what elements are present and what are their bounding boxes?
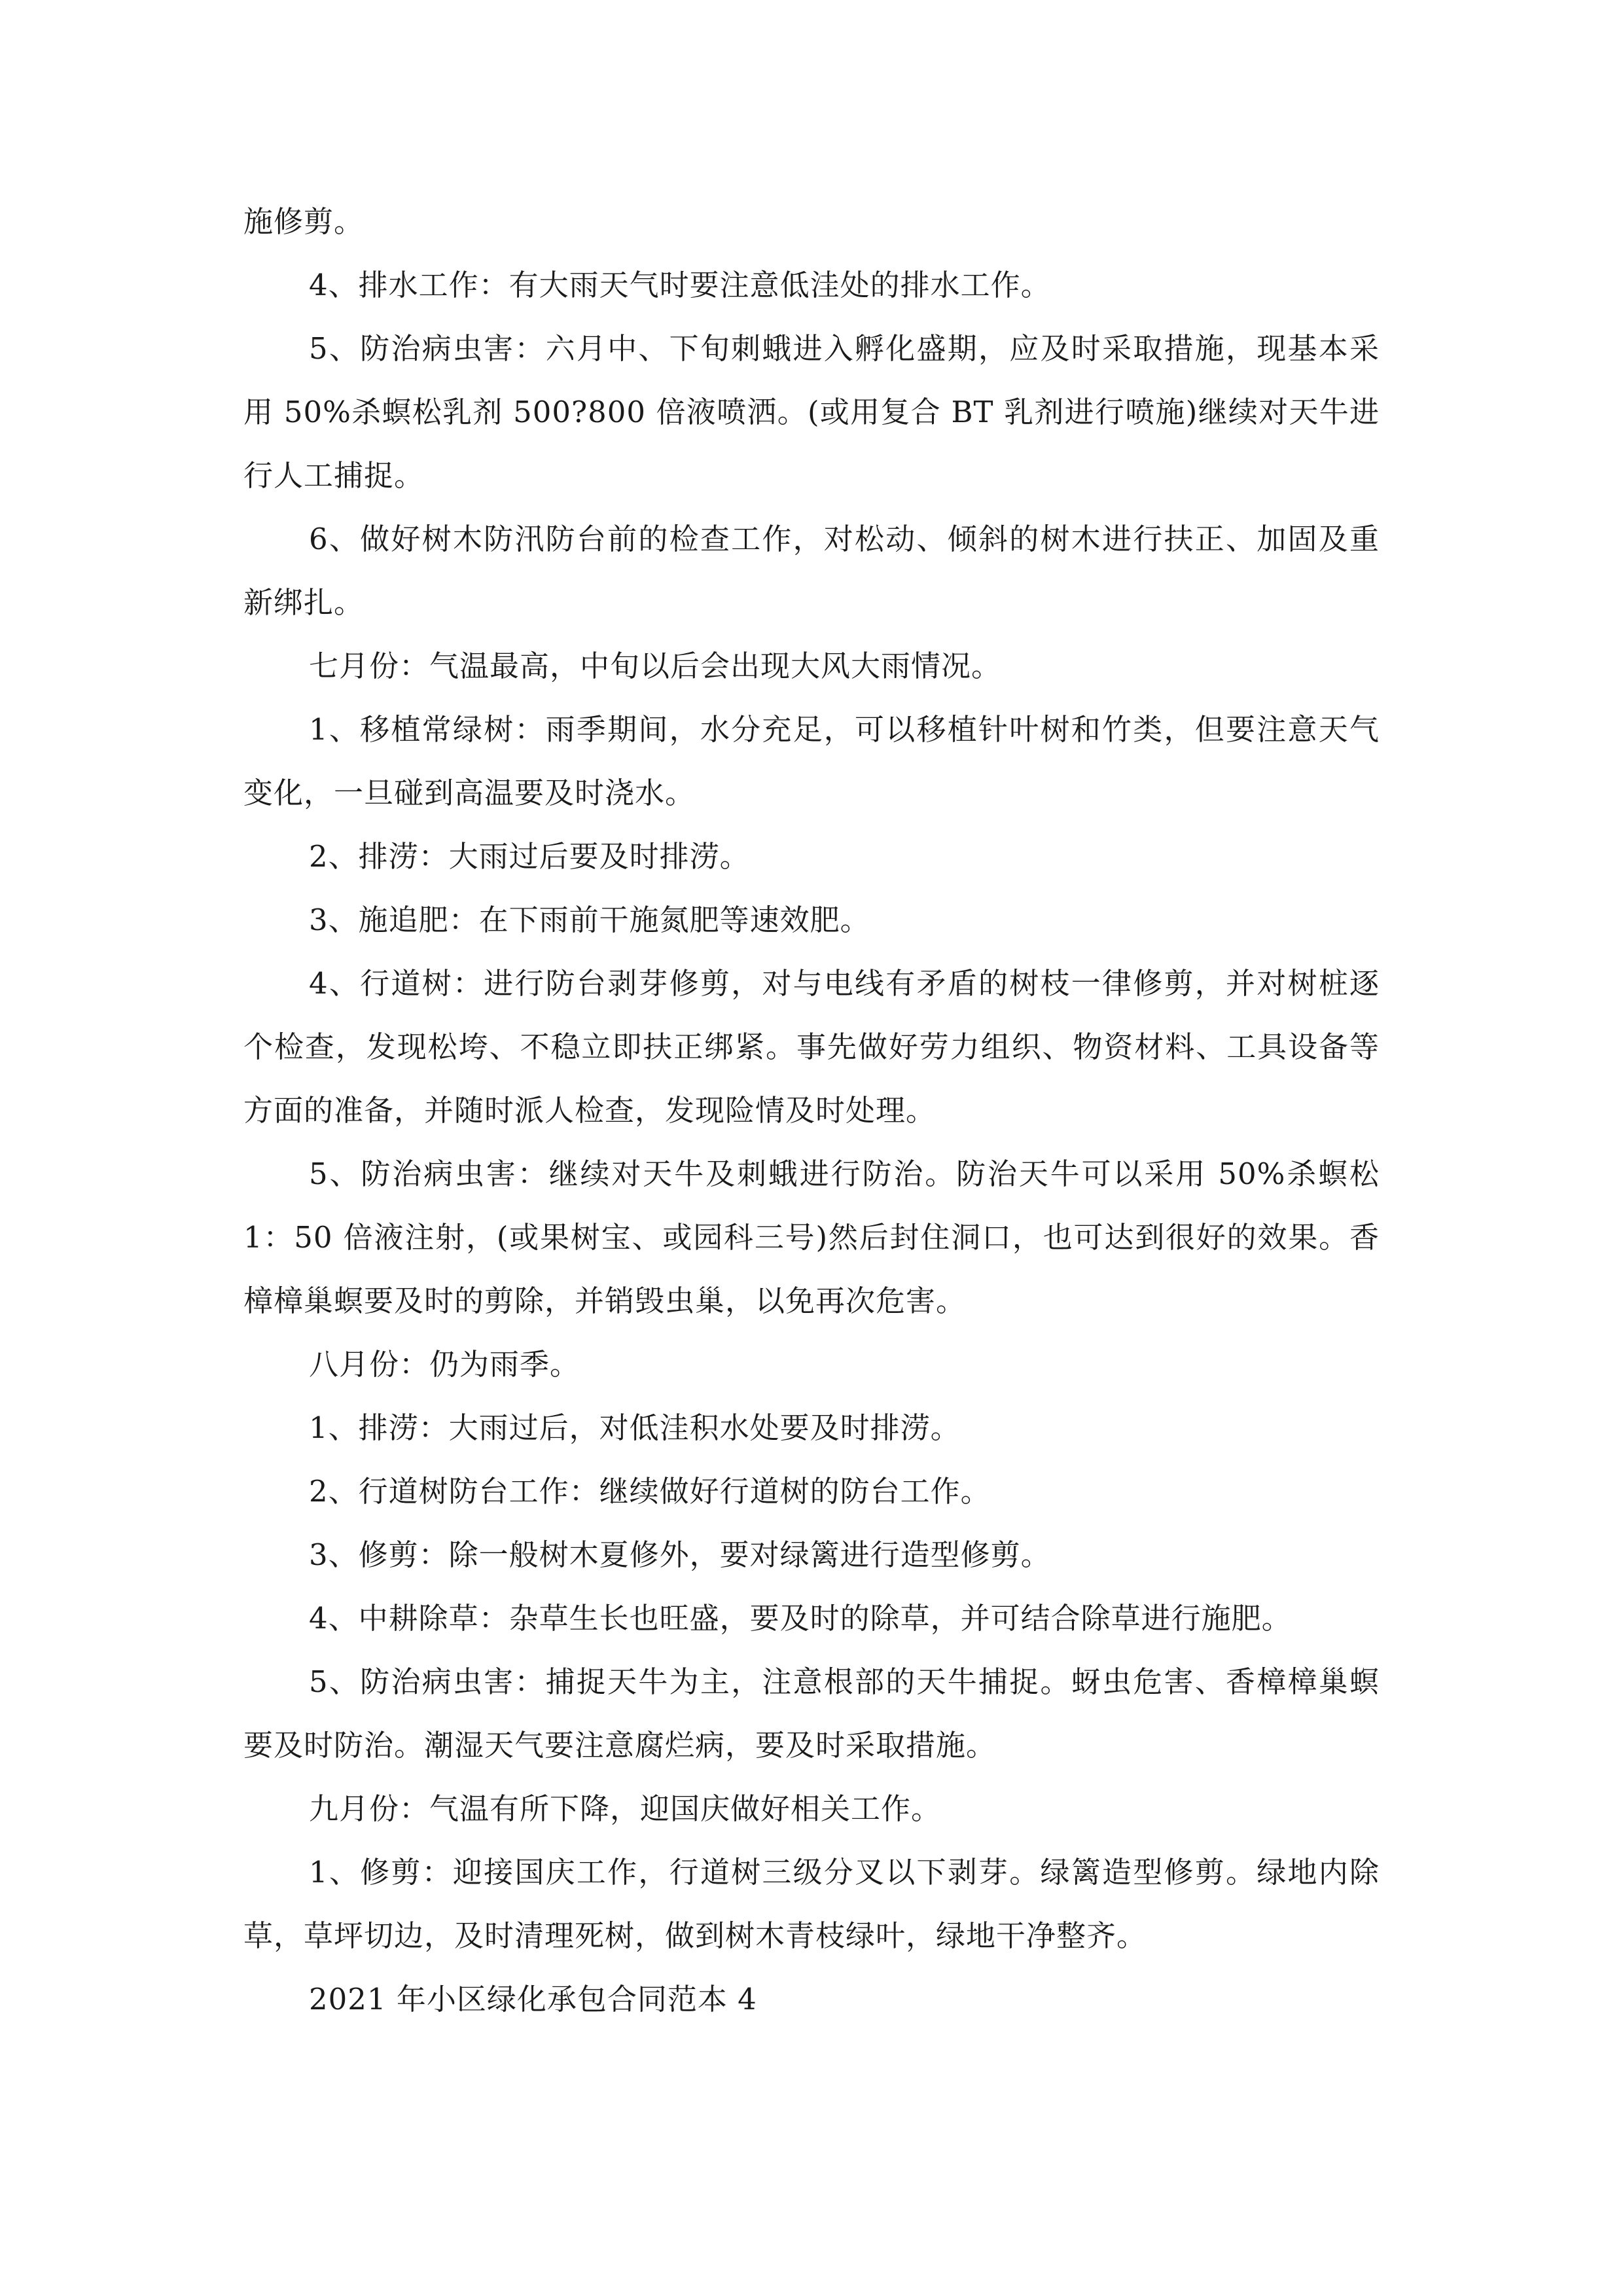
paragraph: 2、排涝：大雨过后要及时排涝。	[309, 839, 750, 874]
paragraph: 4、行道树：进行防台剥芽修剪，对与电线有矛盾的树枝一律修剪，并对树桩逐个检查，发现松垮、不稳立即扶正绑紧。事先做好劳力组织、物资材料、工具设备等方面的准备，并随时派人检查，发现险情及时处理。	[243, 966, 1380, 1128]
paragraph: 5、防治病虫害：继续对天牛及刺蛾进行防治。防治天牛可以采用 50%杀螟松 1：50 倍液注射，(或果树宝、或园科三号)然后封住洞口，也可达到很好的效果。香樟樟巢螟要及时的剪除，并销毁虫巢，以免再次危害。	[243, 1157, 1380, 1318]
section-heading-september: 九月份：气温有所下降，迎国庆做好相关工作。	[309, 1791, 942, 1826]
paragraph: 1、修剪：迎接国庆工作，行道树三级分叉以下剥芽。绿篱造型修剪。绿地内除草，草坪切边，及时清理死树，做到树木青枝绿叶，绿地干净整齐。	[243, 1855, 1380, 1953]
paragraph: 施修剪。	[243, 204, 365, 239]
paragraph: 6、做好树木防汛防台前的检查工作，对松动、倾斜的树木进行扶正、加固及重新绑扎。	[243, 522, 1380, 620]
document-body	[243, 190, 1380, 2031]
section-heading-july: 七月份：气温最高，中旬以后会出现大风大雨情况。	[309, 649, 1002, 683]
paragraph: 4、中耕除草：杂草生长也旺盛，要及时的除草，并可结合除草进行施肥。	[309, 1601, 1292, 1636]
paragraph: 1、排涝：大雨过后，对低洼积水处要及时排涝。	[309, 1410, 961, 1445]
section-heading-august: 八月份：仍为雨季。	[309, 1347, 580, 1382]
paragraph: 1、移植常绿树：雨季期间，水分充足，可以移植针叶树和竹类，但要注意天气变化，一旦碰到高温要及时浇水。	[243, 712, 1380, 810]
paragraph: 2、行道树防台工作：继续做好行道树的防台工作。	[309, 1474, 991, 1509]
document-title-next: 2021 年小区绿化承包合同范本 4	[309, 1982, 757, 2017]
paragraph: 5、防治病虫害：六月中、下旬刺蛾进入孵化盛期，应及时采取措施，现基本采用 50%杀螟松乳剂 500?800 倍液喷洒。(或用复合 BT 乳剂进行喷施)继续对天牛进行人工捕捉。	[243, 331, 1380, 493]
paragraph: 5、防治病虫害：捕捉天牛为主，注意根部的天牛捕捉。蚜虫危害、香樟樟巢螟要及时防治。潮湿天气要注意腐烂病，要及时采取措施。	[243, 1664, 1380, 1763]
paragraph: 3、施追肥：在下雨前干施氮肥等速效肥。	[309, 903, 870, 937]
paragraph: 3、修剪：除一般树木夏修外，要对绿篱进行造型修剪。	[309, 1537, 1051, 1572]
paragraph: 4、排水工作：有大雨天气时要注意低洼处的排水工作。	[309, 268, 1051, 302]
